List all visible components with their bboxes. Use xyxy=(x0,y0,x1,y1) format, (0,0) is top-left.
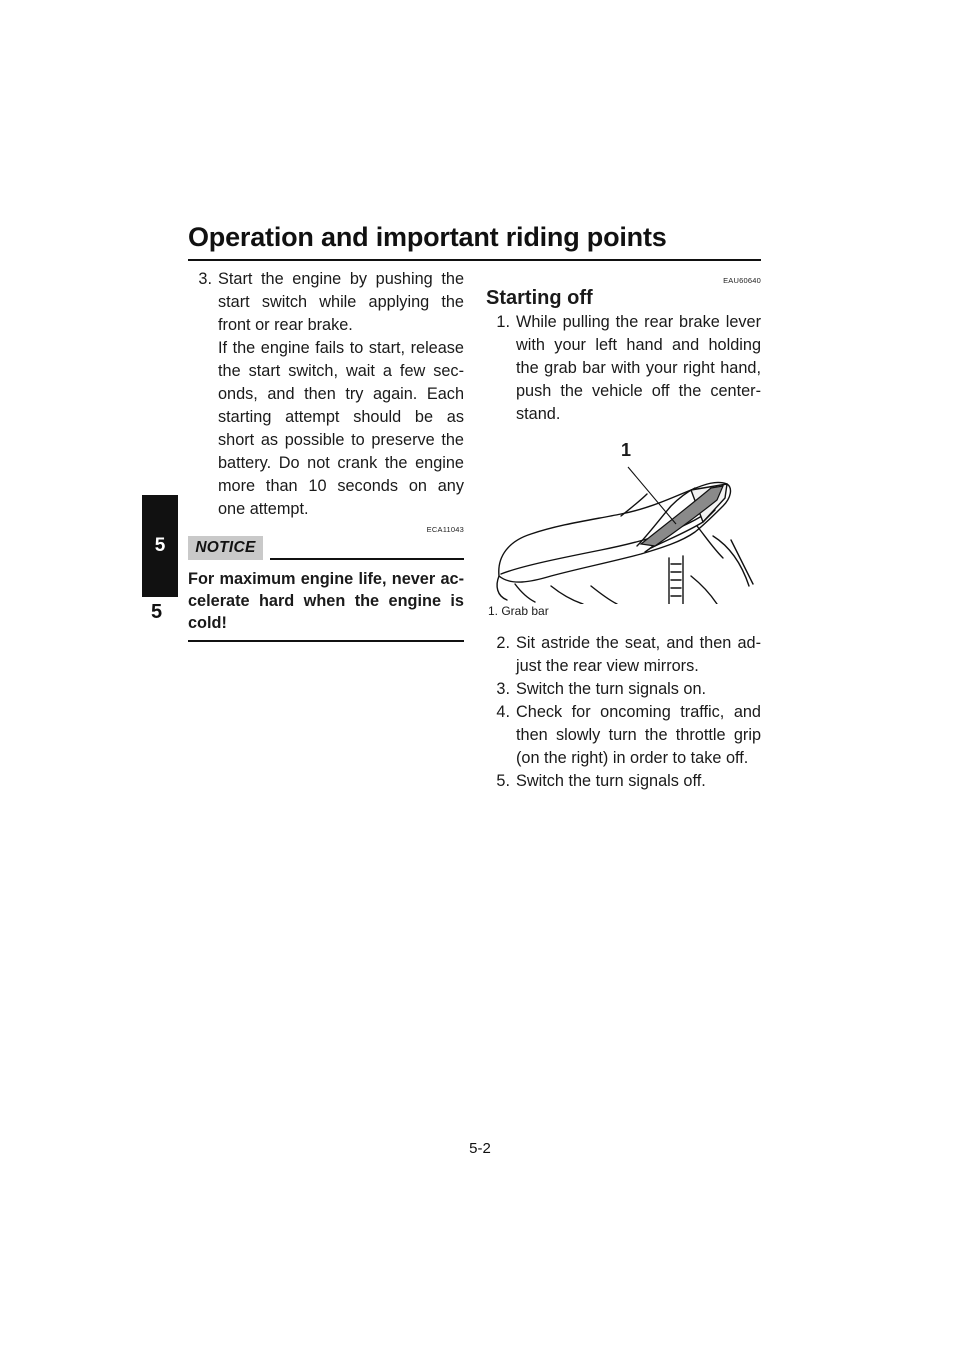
starting-step-3-number: 3. xyxy=(496,680,510,698)
starting-step-2-text: Sit astride the seat, and then ad- just the rear view mirrors. xyxy=(516,634,761,675)
step-3 xyxy=(188,268,464,521)
chapter-tab-label: 5 xyxy=(154,535,166,556)
left-column xyxy=(188,268,464,642)
right-column xyxy=(486,268,761,793)
notice-label: NOTICE xyxy=(188,536,263,560)
starting-step-4-text: Check for oncoming traffic, and then slowly turn the throttle grip (on the right) in order to take off. xyxy=(516,703,761,767)
notice-end-rule xyxy=(188,640,464,642)
starting-step-3 xyxy=(486,678,761,701)
step-3-extra: If the engine fails to start, release the start switch, wait a few sec- onds, and then try again. Each starting attempt should be as short as possible to preserve the battery. Do not crank the engine more than 10 seconds on any one attempt. xyxy=(218,339,464,518)
starting-step-2 xyxy=(486,632,761,678)
section-title: Starting off xyxy=(486,287,593,309)
page-title: Operation and important riding points xyxy=(188,222,667,252)
starting-step-3-text: Switch the turn signals on. xyxy=(516,680,707,698)
starting-step-5-number: 5. xyxy=(496,772,510,790)
chapter-tab-number: 5 xyxy=(151,601,163,623)
notice-text: For maximum engine life, never ac- celerate hard when the engine is cold! xyxy=(188,570,464,632)
starting-step-1-text: While pulling the rear brake lever with your left hand and holding the grab bar with your right hand, push the vehicle off the center- stand. xyxy=(516,313,761,423)
step-3-number: 3. xyxy=(198,270,212,288)
grab-bar-figure xyxy=(491,436,757,604)
figure-callout: 1 xyxy=(621,440,632,460)
page-number: 5-2 xyxy=(469,1140,491,1157)
notice-code: ECA11043 xyxy=(426,525,464,534)
scooter-seat-illustration xyxy=(491,436,757,604)
starting-step-5 xyxy=(486,770,761,793)
starting-step-1 xyxy=(486,311,761,426)
starting-step-4-number: 4. xyxy=(496,703,510,721)
step-3-text: Start the engine by pushing the start switch while applying the front or rear brake. xyxy=(218,270,464,334)
figure-caption: 1. Grab bar xyxy=(488,604,549,618)
starting-step-1-number: 1. xyxy=(496,313,510,331)
section-code: EAU60640 xyxy=(723,276,761,285)
starting-step-4 xyxy=(486,701,761,770)
notice-rule xyxy=(270,558,464,560)
starting-step-5-text: Switch the turn signals off. xyxy=(516,772,706,790)
grab-bar-shape xyxy=(641,486,723,546)
starting-step-2-number: 2. xyxy=(496,634,510,652)
notice-header xyxy=(188,536,464,562)
title-rule xyxy=(188,259,761,261)
callout-leader xyxy=(628,467,676,524)
